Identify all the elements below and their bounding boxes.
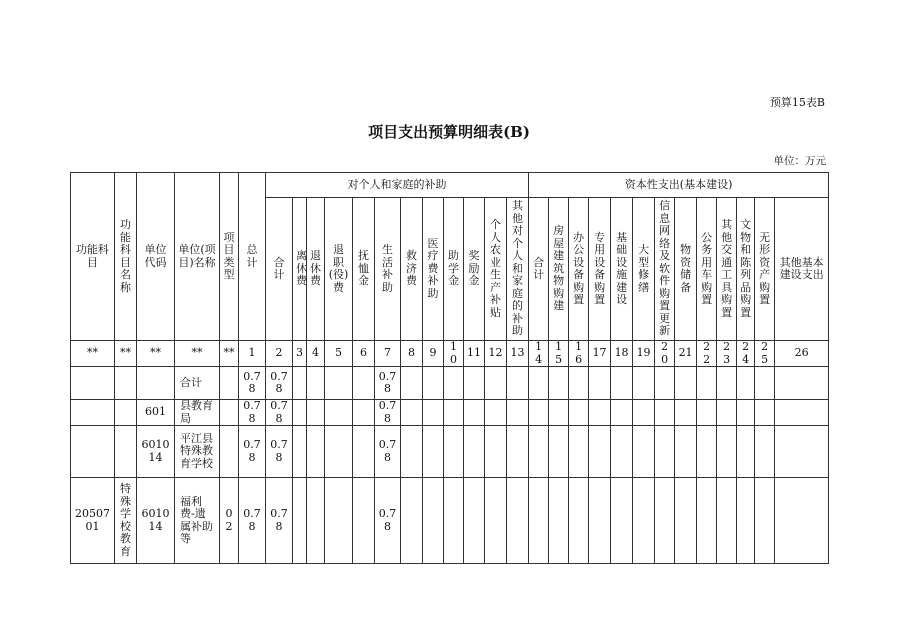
cell-special-equipment bbox=[589, 478, 611, 564]
cell-other-construction bbox=[775, 367, 829, 400]
cell-severance-fee bbox=[325, 478, 353, 564]
index-it-software: 20 bbox=[655, 341, 675, 367]
cell-major-repair bbox=[633, 400, 655, 426]
cell-infrastructure bbox=[611, 426, 633, 478]
cell-unit-name: 平江县特殊教育学校 bbox=[175, 426, 220, 478]
cell-agri-subsidy bbox=[485, 478, 507, 564]
cell-special-equipment bbox=[589, 426, 611, 478]
cell-other-vehicle bbox=[717, 478, 737, 564]
header-row-groups bbox=[71, 173, 829, 198]
header-capital-total: 合计 bbox=[529, 198, 549, 341]
cell-office-equipment bbox=[569, 426, 589, 478]
cell-special-equipment bbox=[589, 367, 611, 400]
header-other-vehicle: 其他交通工具购置 bbox=[717, 198, 737, 341]
cell-retirement-fee bbox=[293, 400, 307, 426]
budget-detail-table bbox=[70, 172, 829, 564]
cell-func-code bbox=[71, 400, 115, 426]
index-grand-total: 1 bbox=[239, 341, 266, 367]
cell-intangible-assets bbox=[755, 426, 775, 478]
index-infrastructure: 18 bbox=[611, 341, 633, 367]
table-row bbox=[71, 400, 829, 426]
index-cultural-relics: 24 bbox=[737, 341, 755, 367]
index-agri-subsidy: 12 bbox=[485, 341, 507, 367]
cell-severance-fee bbox=[325, 426, 353, 478]
index-major-repair: 19 bbox=[633, 341, 655, 367]
index-reward-fund: 11 bbox=[464, 341, 485, 367]
cell-grand-total: 0.78 bbox=[239, 367, 266, 400]
header-other-construction: 其他基本建设支出 bbox=[775, 198, 829, 341]
cell-personal-total: 0.78 bbox=[266, 367, 293, 400]
cell-project-type bbox=[220, 400, 239, 426]
index-capital-total: 14 bbox=[529, 341, 549, 367]
cell-unit-name: 合计 bbox=[175, 367, 220, 400]
cell-office-equipment bbox=[569, 400, 589, 426]
cell-cultural-relics bbox=[737, 426, 755, 478]
header-building-construction: 房屋建筑物购建 bbox=[549, 198, 569, 341]
cell-capital-total bbox=[529, 426, 549, 478]
cell-official-vehicle bbox=[697, 426, 717, 478]
index-office-equipment: 16 bbox=[569, 341, 589, 367]
cell-agri-subsidy bbox=[485, 400, 507, 426]
cell-grand-total: 0.78 bbox=[239, 400, 266, 426]
cell-official-vehicle bbox=[697, 400, 717, 426]
cell-unit-code bbox=[137, 367, 175, 400]
cell-unit-name: 县教育局 bbox=[175, 400, 220, 426]
header-special-equipment: 专用设备购置 bbox=[589, 198, 611, 341]
cell-compassion-fund bbox=[353, 426, 375, 478]
cell-major-repair bbox=[633, 478, 655, 564]
cell-relief-fund bbox=[401, 426, 423, 478]
cell-unit-code: 601 bbox=[137, 400, 175, 426]
cell-medical-subsidy bbox=[423, 400, 444, 426]
cell-retirement-fee bbox=[293, 367, 307, 400]
cell-pension-fee bbox=[307, 426, 325, 478]
unit-label: 单位：万元 bbox=[773, 155, 826, 167]
cell-pension-fee bbox=[307, 478, 325, 564]
cell-capital-total bbox=[529, 367, 549, 400]
cell-student-grant bbox=[444, 367, 464, 400]
index-official-vehicle: 22 bbox=[697, 341, 717, 367]
table-body bbox=[71, 341, 829, 564]
cell-cultural-relics bbox=[737, 478, 755, 564]
cell-func-name bbox=[115, 367, 137, 400]
header-compassion-fund: 抚恤金 bbox=[353, 198, 375, 341]
cell-agri-subsidy bbox=[485, 367, 507, 400]
header-living-subsidy: 生活补助 bbox=[375, 198, 401, 341]
index-other-vehicle: 23 bbox=[717, 341, 737, 367]
cell-capital-total bbox=[529, 478, 549, 564]
cell-other-personal-subsidy bbox=[507, 367, 529, 400]
cell-pension-fee bbox=[307, 367, 325, 400]
cell-other-construction bbox=[775, 426, 829, 478]
table-row bbox=[71, 367, 829, 400]
cell-other-personal-subsidy bbox=[507, 478, 529, 564]
cell-it-software bbox=[655, 426, 675, 478]
page-title: 项目支出预算明细表(B) bbox=[368, 123, 530, 141]
cell-unit-code: 601014 bbox=[137, 478, 175, 564]
cell-personal-total: 0.78 bbox=[266, 478, 293, 564]
header-official-vehicle: 公务用车购置 bbox=[697, 198, 717, 341]
cell-retirement-fee bbox=[293, 478, 307, 564]
index-relief-fund: 8 bbox=[401, 341, 423, 367]
cell-infrastructure bbox=[611, 367, 633, 400]
cell-compassion-fund bbox=[353, 367, 375, 400]
index-personal-total: 2 bbox=[266, 341, 293, 367]
header-it-software: 信息网络及软件购置更新 bbox=[655, 198, 675, 341]
cell-func-name bbox=[115, 426, 137, 478]
header-material-reserve: 物资储备 bbox=[675, 198, 697, 341]
table-header bbox=[71, 173, 829, 341]
group-header-capital-expenditure: 资本性支出(基本建设) bbox=[529, 173, 829, 198]
cell-relief-fund bbox=[401, 367, 423, 400]
cell-capital-total bbox=[529, 400, 549, 426]
cell-intangible-assets bbox=[755, 367, 775, 400]
cell-other-vehicle bbox=[717, 426, 737, 478]
table-row bbox=[71, 478, 829, 564]
cell-living-subsidy: 0.78 bbox=[375, 478, 401, 564]
index-project-type: ** bbox=[220, 341, 239, 367]
cell-medical-subsidy bbox=[423, 367, 444, 400]
cell-material-reserve bbox=[675, 426, 697, 478]
index-pension-fee: 4 bbox=[307, 341, 325, 367]
header-cultural-relics: 文物和陈列品购置 bbox=[737, 198, 755, 341]
cell-pension-fee bbox=[307, 400, 325, 426]
cell-other-vehicle bbox=[717, 400, 737, 426]
cell-office-equipment bbox=[569, 367, 589, 400]
table-row bbox=[71, 426, 829, 478]
cell-reward-fund bbox=[464, 478, 485, 564]
cell-material-reserve bbox=[675, 400, 697, 426]
cell-living-subsidy: 0.78 bbox=[375, 426, 401, 478]
cell-func-code bbox=[71, 426, 115, 478]
index-material-reserve: 21 bbox=[675, 341, 697, 367]
index-living-subsidy: 7 bbox=[375, 341, 401, 367]
cell-reward-fund bbox=[464, 426, 485, 478]
cell-major-repair bbox=[633, 367, 655, 400]
cell-project-type bbox=[220, 426, 239, 478]
cell-personal-total: 0.78 bbox=[266, 426, 293, 478]
cell-cultural-relics bbox=[737, 367, 755, 400]
cell-building-construction bbox=[549, 367, 569, 400]
header-intangible-assets: 无形资产购置 bbox=[755, 198, 775, 341]
cell-official-vehicle bbox=[697, 478, 717, 564]
cell-func-code: 2050701 bbox=[71, 478, 115, 564]
header-major-repair: 大型修缮 bbox=[633, 198, 655, 341]
cell-personal-total: 0.78 bbox=[266, 400, 293, 426]
cell-func-name: 特殊学校教育 bbox=[115, 478, 137, 564]
cell-building-construction bbox=[549, 400, 569, 426]
cell-living-subsidy: 0.78 bbox=[375, 367, 401, 400]
index-unit-code: ** bbox=[137, 341, 175, 367]
cell-grand-total: 0.78 bbox=[239, 478, 266, 564]
cell-intangible-assets bbox=[755, 478, 775, 564]
index-row bbox=[71, 341, 829, 367]
cell-it-software bbox=[655, 367, 675, 400]
cell-material-reserve bbox=[675, 478, 697, 564]
cell-building-construction bbox=[549, 426, 569, 478]
index-retirement-fee: 3 bbox=[293, 341, 307, 367]
cell-project-type bbox=[220, 367, 239, 400]
cell-compassion-fund bbox=[353, 400, 375, 426]
index-special-equipment: 17 bbox=[589, 341, 611, 367]
header-reward-fund: 奖励金 bbox=[464, 198, 485, 341]
cell-official-vehicle bbox=[697, 367, 717, 400]
cell-severance-fee bbox=[325, 400, 353, 426]
header-other-personal-subsidy: 其他对个人和家庭的补助 bbox=[507, 198, 529, 341]
header-infrastructure: 基础设施建设 bbox=[611, 198, 633, 341]
header-office-equipment: 办公设备购置 bbox=[569, 198, 589, 341]
header-pension-fee: 退休费 bbox=[307, 198, 325, 341]
cell-medical-subsidy bbox=[423, 478, 444, 564]
cell-grand-total: 0.78 bbox=[239, 426, 266, 478]
cell-reward-fund bbox=[464, 367, 485, 400]
index-other-personal-subsidy: 13 bbox=[507, 341, 529, 367]
cell-other-construction bbox=[775, 400, 829, 426]
cell-other-personal-subsidy bbox=[507, 400, 529, 426]
cell-infrastructure bbox=[611, 478, 633, 564]
cell-unit-code: 601014 bbox=[137, 426, 175, 478]
header-grand-total: 总计 bbox=[239, 173, 266, 341]
index-unit-name: ** bbox=[175, 341, 220, 367]
cell-special-equipment bbox=[589, 400, 611, 426]
header-func-name: 功能科目名称 bbox=[115, 173, 137, 341]
cell-project-type: 02 bbox=[220, 478, 239, 564]
group-header-personal-family-subsidy: 对个人和家庭的补助 bbox=[266, 173, 529, 198]
index-func-code: ** bbox=[71, 341, 115, 367]
header-medical-subsidy: 医疗费补助 bbox=[423, 198, 444, 341]
cell-func-code bbox=[71, 367, 115, 400]
cell-medical-subsidy bbox=[423, 426, 444, 478]
cell-compassion-fund bbox=[353, 478, 375, 564]
header-project-type: 项目类型 bbox=[220, 173, 239, 341]
cell-student-grant bbox=[444, 400, 464, 426]
header-severance-fee: 退职(役)费 bbox=[325, 198, 353, 341]
header-student-grant: 助学金 bbox=[444, 198, 464, 341]
header-unit-name: 单位(项目)名称 bbox=[175, 173, 220, 341]
header-func-code: 功能科目 bbox=[71, 173, 115, 341]
cell-relief-fund bbox=[401, 400, 423, 426]
cell-intangible-assets bbox=[755, 400, 775, 426]
cell-other-vehicle bbox=[717, 367, 737, 400]
index-building-construction: 15 bbox=[549, 341, 569, 367]
cell-retirement-fee bbox=[293, 426, 307, 478]
header-unit-code: 单位代码 bbox=[137, 173, 175, 341]
header-personal-total: 合计 bbox=[266, 198, 293, 341]
cell-living-subsidy: 0.78 bbox=[375, 400, 401, 426]
index-student-grant: 10 bbox=[444, 341, 464, 367]
cell-infrastructure bbox=[611, 400, 633, 426]
index-intangible-assets: 25 bbox=[755, 341, 775, 367]
cell-office-equipment bbox=[569, 478, 589, 564]
cell-it-software bbox=[655, 478, 675, 564]
header-retirement-fee: 离休费 bbox=[293, 198, 307, 341]
form-code: 预算15表B bbox=[769, 96, 825, 109]
cell-severance-fee bbox=[325, 367, 353, 400]
cell-func-name bbox=[115, 400, 137, 426]
cell-it-software bbox=[655, 400, 675, 426]
header-relief-fund: 救济费 bbox=[401, 198, 423, 341]
cell-other-construction bbox=[775, 478, 829, 564]
index-other-construction: 26 bbox=[775, 341, 829, 367]
cell-reward-fund bbox=[464, 400, 485, 426]
cell-agri-subsidy bbox=[485, 426, 507, 478]
cell-building-construction bbox=[549, 478, 569, 564]
cell-unit-name: 福利费-遗属补助等 bbox=[175, 478, 220, 564]
index-severance-fee: 5 bbox=[325, 341, 353, 367]
cell-student-grant bbox=[444, 478, 464, 564]
cell-student-grant bbox=[444, 426, 464, 478]
cell-other-personal-subsidy bbox=[507, 426, 529, 478]
index-compassion-fund: 6 bbox=[353, 341, 375, 367]
cell-relief-fund bbox=[401, 478, 423, 564]
header-agri-subsidy: 个人农业生产补贴 bbox=[485, 198, 507, 341]
cell-material-reserve bbox=[675, 367, 697, 400]
index-func-name: ** bbox=[115, 341, 137, 367]
cell-major-repair bbox=[633, 426, 655, 478]
index-medical-subsidy: 9 bbox=[423, 341, 444, 367]
cell-cultural-relics bbox=[737, 400, 755, 426]
